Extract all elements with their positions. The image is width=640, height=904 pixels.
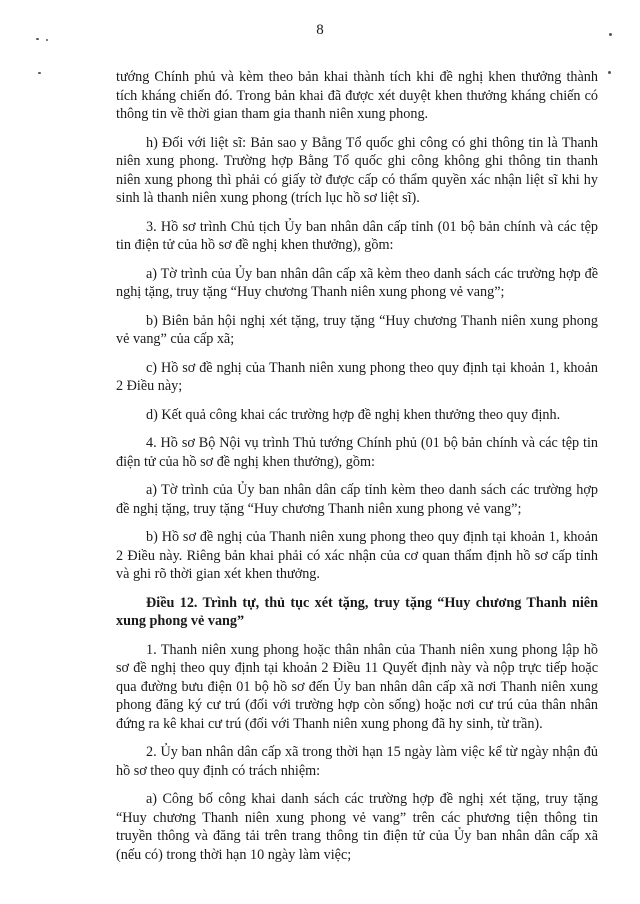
paragraph-clause-4b: b) Hồ sơ đề nghị của Thanh niên xung phong theo quy định tại khoản 1, khoản 2 Điều này. Riêng bản khai phải có xác nhận của cơ quan thẩm định hồ sơ cấp tỉnh và ghi rõ thời gian xét khen thưởng. — [116, 529, 598, 582]
scan-speck — [36, 38, 39, 40]
scan-speck — [46, 39, 48, 41]
scan-speck — [608, 71, 611, 74]
scan-speck — [38, 72, 41, 74]
paragraph-clause-3b: b) Biên bản hội nghị xét tặng, truy tặng “Huy chương Thanh niên xung phong vẻ vang” của cấp xã; — [116, 312, 598, 347]
paragraph-clause-4: 4. Hồ sơ Bộ Nội vụ trình Thủ tướng Chính phủ (01 bộ bản chính và các tệp tin điện tử của hồ sơ đề nghị khen thưởng), gồm: — [116, 435, 598, 470]
paragraph-article-12-clause-2a: a) Công bố công khai danh sách các trường hợp đề nghị xét tặng, truy tặng “Huy chương Thanh niên xung phong vẻ vang” trên các phương tiện thông tin truyền thông và đăng tải trên trang thông tin điện tử của Ủy ban nhân dân cấp xã (nếu có) trong thời hạn 10 ngày làm việc; — [116, 791, 598, 863]
paragraph-clause-3: 3. Hồ sơ trình Chủ tịch Ủy ban nhân dân cấp tỉnh (01 bộ bản chính và các tệp tin điện tử của hồ sơ đề nghị khen thưởng), gồm: — [116, 218, 598, 253]
document-body — [116, 68, 598, 874]
paragraph-clause-4a: a) Tờ trình của Ủy ban nhân dân cấp tỉnh kèm theo danh sách các trường hợp đề nghị tặng, truy tặng “Huy chương Thanh niên xung phong vẻ vang”; — [116, 482, 598, 517]
paragraph-article-12-clause-2: 2. Ủy ban nhân dân cấp xã trong thời hạn 15 ngày làm việc kể từ ngày nhận đủ hồ sơ theo quy định có trách nhiệm: — [116, 744, 598, 779]
paragraph-clause-3a: a) Tờ trình của Ủy ban nhân dân cấp xã kèm theo danh sách các trường hợp đề nghị tặng, truy tặng “Huy chương Thanh niên xung phong vẻ vang”; — [116, 265, 598, 300]
paragraph-continuation: tướng Chính phủ và kèm theo bản khai thành tích khi đề nghị khen thưởng thành tích kháng chiến đó. Trong bản khai đã được xét duyệt khen thưởng kháng chiến có thông tin về thời gian tham gia thanh niên xung phong. — [116, 69, 598, 122]
article-12-heading: Điều 12. Trình tự, thủ tục xét tặng, truy tặng “Huy chương Thanh niên xung phong vẻ vang” — [116, 594, 598, 629]
paragraph-clause-3c: c) Hồ sơ đề nghị của Thanh niên xung phong theo quy định tại khoản 1, khoản 2 Điều này; — [116, 359, 598, 394]
page-number: 8 — [316, 22, 324, 38]
scan-speck — [609, 33, 612, 36]
paragraph-article-12-clause-1: 1. Thanh niên xung phong hoặc thân nhân của Thanh niên xung phong lập hồ sơ đề nghị theo quy định tại khoản 2 Điều 11 Quyết định này và nộp trực tiếp hoặc qua đường bưu điện 01 bộ hồ sơ đến Ủy ban nhân dân cấp xã nơi Thanh niên xung phong đăng ký cư trú (đối với trường hợp còn sống) hoặc nơi cư trú của thân nhân đứng ra kê khai cư trú (đối với Thanh niên xung phong đã hy sinh, từ trần). — [116, 641, 598, 732]
paragraph-item-h: h) Đối với liệt sĩ: Bản sao y Bằng Tổ quốc ghi công có ghi thông tin là Thanh niên xung phong. Trường hợp Bằng Tổ quốc ghi công không ghi thông tin thanh niên xung phong thì phải có giấy tờ được cấp có thẩm quyền xác nhận liệt sĩ khi hy sinh là thanh niên xung phong (trích lục hồ sơ liệt sĩ). — [116, 134, 598, 206]
paragraph-clause-3d: d) Kết quả công khai các trường hợp đề nghị khen thưởng theo quy định. — [146, 406, 561, 423]
